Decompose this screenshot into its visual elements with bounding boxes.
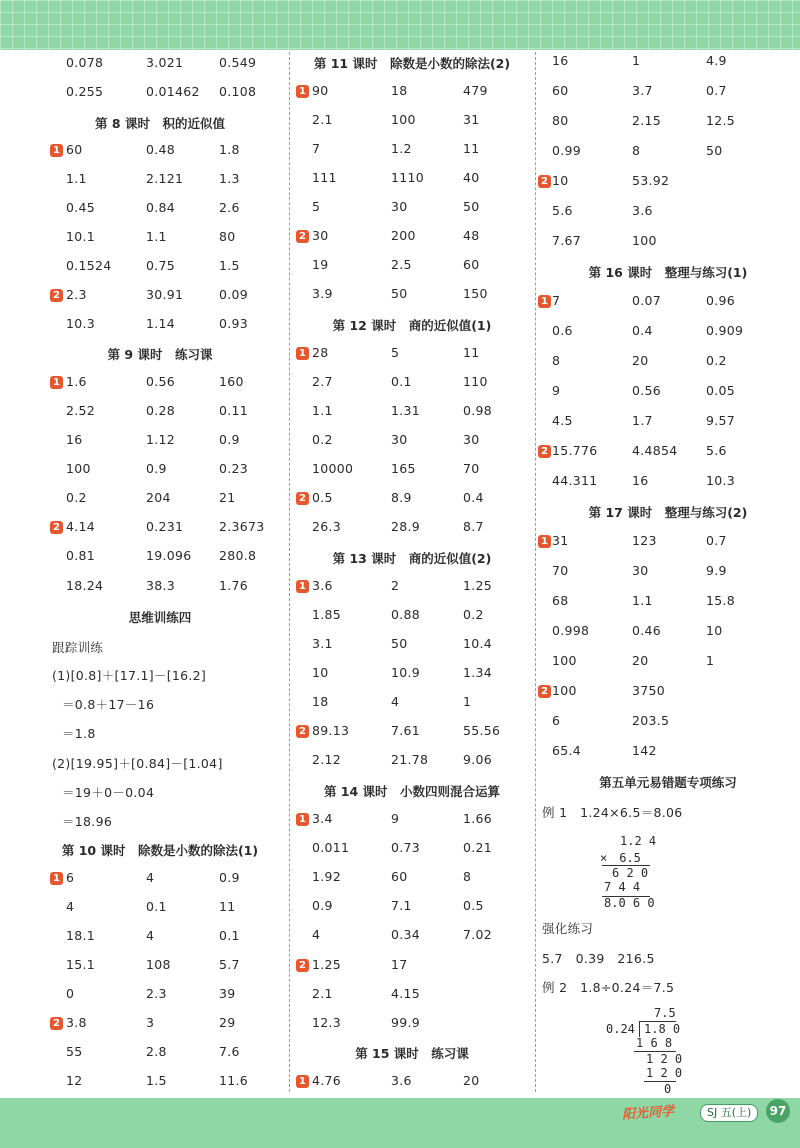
page-number: 97 (766, 1099, 790, 1123)
answer-value: 3.1 (312, 636, 333, 651)
answer-value: 0.011 (312, 840, 350, 855)
solution-line: (1)[0.8]＋[17.1]－[16.2] (52, 668, 207, 683)
answer-value: 50 (391, 286, 408, 301)
answer-value: 99.9 (391, 1015, 421, 1030)
answer-value: 0.6 (552, 323, 573, 338)
problem-1-marker-icon: 1 (538, 535, 551, 548)
answer-value: 1.31 (391, 403, 421, 418)
div-line: 1 2 0 (646, 1066, 683, 1080)
answer-value: 5.7 (219, 957, 240, 972)
answer-value: 204 (146, 490, 171, 505)
answer-value: 68 (552, 593, 569, 608)
answer-value: 4 (146, 928, 155, 943)
answer-value: 20 (632, 653, 649, 668)
answer-value: 479 (463, 83, 488, 98)
answer-value: 7 (552, 293, 561, 308)
answer-value: 2.6 (219, 200, 240, 215)
answer-value: 10.3 (706, 473, 736, 488)
brand-logo: 阳光同学 (621, 1104, 675, 1123)
answer-value: 1.85 (312, 607, 342, 622)
answer-value: 0.4 (632, 323, 653, 338)
answer-value: 0.81 (66, 548, 96, 563)
answer-value: 3.9 (312, 286, 333, 301)
answer-value: 2.52 (66, 403, 96, 418)
strengthen-practice-label: 强化练习 (542, 921, 594, 936)
example-1-line: 例 1 1.24×6.5＝8.06 (542, 805, 683, 820)
answer-value: 0.1 (219, 928, 240, 943)
answer-value: 10 (552, 173, 569, 188)
column-divider-2 (535, 52, 536, 1092)
answer-value: 3.7 (632, 83, 653, 98)
answer-value: 30 (312, 228, 329, 243)
answer-value: 165 (391, 461, 416, 476)
answer-value: 0.28 (146, 403, 176, 418)
answer-value: 39 (219, 986, 236, 1001)
answer-value: 9 (391, 811, 400, 826)
answer-value: 60 (463, 257, 480, 272)
answer-value: 50 (391, 636, 408, 651)
answer-value: 3.8 (66, 1015, 87, 1030)
answer-value: 1 (632, 53, 641, 68)
lesson-title: 第 8 课时 积的近似值 (95, 116, 225, 131)
answer-value: 1.1 (146, 229, 167, 244)
answer-value: 0.96 (706, 293, 736, 308)
answer-value: 0.45 (66, 200, 96, 215)
answer-value: 30 (391, 199, 408, 214)
answer-value: 1.25 (312, 957, 342, 972)
answer-value: 123 (632, 533, 657, 548)
answer-value: 0.231 (146, 519, 184, 534)
answer-value: 0.549 (219, 55, 257, 70)
answer-value: 3.6 (391, 1073, 412, 1088)
answer-value: 7.67 (552, 233, 582, 248)
answer-value: 0.98 (463, 403, 493, 418)
problem-2-marker-icon: 2 (538, 175, 551, 188)
problem-2-marker-icon: 2 (50, 1017, 63, 1030)
answer-value: 108 (146, 957, 171, 972)
answer-value: 18 (391, 83, 408, 98)
answer-value: 21.78 (391, 752, 429, 767)
answer-value: 5.6 (706, 443, 727, 458)
answer-value: 1.5 (219, 258, 240, 273)
answer-value: 6 (552, 713, 561, 728)
answer-value: 9 (552, 383, 561, 398)
answer-value: 3.4 (312, 811, 333, 826)
problem-2-marker-icon: 2 (296, 959, 309, 972)
answer-value: 7.61 (391, 723, 421, 738)
answer-value: 1.14 (146, 316, 176, 331)
lesson-title: 思维训练四 (128, 610, 192, 625)
lesson-title: 第 9 课时 练习课 (107, 347, 213, 362)
answer-value: 44.311 (552, 473, 598, 488)
answer-value: 4.9 (706, 53, 727, 68)
div-line: 0 (664, 1082, 672, 1096)
lesson-title: 第 11 课时 除数是小数的除法(2) (313, 56, 511, 71)
answer-value: 0.07 (632, 293, 662, 308)
answer-value: 18.24 (66, 578, 104, 593)
answer-value: 2 (391, 578, 400, 593)
answer-value: 0.5 (312, 490, 333, 505)
div-line: 0.24 (606, 1022, 635, 1036)
problem-1-marker-icon: 1 (538, 295, 551, 308)
bottom-footer-band (0, 1098, 800, 1148)
answer-value: 10 (706, 623, 723, 638)
answer-value: 15.8 (706, 593, 736, 608)
div-line: 1 6 8 (636, 1036, 673, 1050)
answer-value: 11 (463, 345, 480, 360)
answer-value: 19 (312, 257, 329, 272)
answer-value: 2.5 (391, 257, 412, 272)
div-line: 1 2 0 (646, 1052, 683, 1066)
answer-value: 200 (391, 228, 416, 243)
calc-rule (639, 1021, 640, 1037)
answer-value: 10.1 (66, 229, 96, 244)
answer-value: 100 (552, 683, 577, 698)
answer-value: 8 (463, 869, 472, 884)
answer-value: 8.9 (391, 490, 412, 505)
answer-value: 1.2 (391, 141, 412, 156)
answer-value: 0.9 (146, 461, 167, 476)
answer-value: 15.1 (66, 957, 96, 972)
answer-value: 4.15 (391, 986, 421, 1001)
section-subtitle: 跟踪训练 (52, 640, 104, 655)
answer-value: 16 (66, 432, 83, 447)
problem-1-marker-icon: 1 (296, 1075, 309, 1088)
div-line: 1.8 0 (644, 1022, 681, 1036)
problem-2-marker-icon: 2 (50, 521, 63, 534)
answer-value: 48 (463, 228, 480, 243)
answer-value: 0.255 (66, 84, 104, 99)
solution-line: (2)[19.95]＋[0.84]－[1.04] (52, 756, 223, 771)
answer-value: 0.1 (146, 899, 167, 914)
solution-line: ＝19＋0－0.04 (62, 785, 155, 800)
answer-value: 7 (312, 141, 321, 156)
answer-value: 80 (219, 229, 236, 244)
lesson-title: 第 17 课时 整理与练习(2) (588, 505, 748, 520)
answer-value: 90 (312, 83, 329, 98)
grade-tag: SJ 五(上) (700, 1104, 758, 1122)
example-2-line: 例 2 1.8÷0.24＝7.5 (542, 980, 675, 995)
answer-value: 2.1 (312, 986, 333, 1001)
mult-line: 1.2 4 (620, 834, 657, 848)
answer-value: 16 (632, 473, 649, 488)
answer-value: 8.7 (463, 519, 484, 534)
answer-value: 29 (219, 1015, 236, 1030)
answer-value: 3750 (632, 683, 666, 698)
answer-value: 110 (463, 374, 488, 389)
answer-value: 1.92 (312, 869, 342, 884)
problem-2-marker-icon: 2 (296, 725, 309, 738)
answer-value: 0.1524 (66, 258, 112, 273)
answer-value: 0.9 (312, 898, 333, 913)
answer-value: 38.3 (146, 578, 176, 593)
answer-value: 0.93 (219, 316, 249, 331)
answer-value: 10.3 (66, 316, 96, 331)
answer-value: 6 (66, 870, 75, 885)
answer-value: 5 (312, 199, 321, 214)
answer-value: 0.75 (146, 258, 176, 273)
answer-value: 9.06 (463, 752, 493, 767)
answer-value: 0.34 (391, 927, 421, 942)
answer-value: 1 (706, 653, 715, 668)
answer-value: 10.4 (463, 636, 493, 651)
answer-value: 55 (66, 1044, 83, 1059)
answer-value: 31 (463, 112, 480, 127)
answer-value: 5.6 (552, 203, 573, 218)
answer-value: 0.5 (463, 898, 484, 913)
problem-1-marker-icon: 1 (50, 144, 63, 157)
answer-value: 0.73 (391, 840, 421, 855)
answer-value: 2.1 (312, 112, 333, 127)
answer-value: 1.66 (463, 811, 493, 826)
lesson-title: 第 15 课时 练习课 (355, 1046, 469, 1061)
answer-value: 0.4 (463, 490, 484, 505)
answer-value: 7.1 (391, 898, 412, 913)
answer-value: 0.909 (706, 323, 744, 338)
problem-2-marker-icon: 2 (538, 685, 551, 698)
answer-value: 100 (632, 233, 657, 248)
strengthen-practice-answers: 5.7 0.39 216.5 (542, 951, 655, 966)
answer-value: 4 (66, 899, 75, 914)
answer-value: 12.3 (312, 1015, 342, 1030)
answer-value: 9.57 (706, 413, 736, 428)
answer-value: 26.3 (312, 519, 342, 534)
answer-value: 0.2 (312, 432, 333, 447)
answer-value: 20 (463, 1073, 480, 1088)
answer-value: 7.6 (219, 1044, 240, 1059)
answer-value: 1.6 (66, 374, 87, 389)
answer-value: 1110 (391, 170, 425, 185)
answer-value: 30 (463, 432, 480, 447)
problem-1-marker-icon: 1 (50, 376, 63, 389)
answer-value: 1.5 (146, 1073, 167, 1088)
answer-value: 4.4854 (632, 443, 678, 458)
mult-line: × 6.5 (600, 851, 641, 865)
problem-1-marker-icon: 1 (296, 580, 309, 593)
answer-value: 30 (632, 563, 649, 578)
answer-value: 0.2 (706, 353, 727, 368)
answer-value: 0.078 (66, 55, 104, 70)
answer-value: 1.1 (66, 171, 87, 186)
answer-value: 50 (463, 199, 480, 214)
answer-value: 65.4 (552, 743, 582, 758)
problem-1-marker-icon: 1 (50, 872, 63, 885)
answer-value: 9.9 (706, 563, 727, 578)
answer-value: 0.46 (632, 623, 662, 638)
answer-value: 0.56 (632, 383, 662, 398)
answer-value: 4 (312, 927, 321, 942)
answer-value: 0.23 (219, 461, 249, 476)
answer-value: 1.8 (219, 142, 240, 157)
answer-value: 0.21 (463, 840, 493, 855)
answer-value: 100 (552, 653, 577, 668)
answer-value: 1.34 (463, 665, 493, 680)
answer-value: 1.12 (146, 432, 176, 447)
answer-value: 50 (706, 143, 723, 158)
top-header-band (0, 0, 800, 50)
answer-value: 28 (312, 345, 329, 360)
div-line: 7.5 (654, 1006, 676, 1020)
answer-value: 28.9 (391, 519, 421, 534)
answer-value: 53.92 (632, 173, 670, 188)
answer-value: 0.99 (552, 143, 582, 158)
answer-value: 21 (219, 490, 236, 505)
answer-value: 1.1 (632, 593, 653, 608)
problem-1-marker-icon: 1 (296, 813, 309, 826)
answer-value: 17 (391, 957, 408, 972)
solution-line: ＝0.8＋17－16 (62, 697, 155, 712)
answer-value: 4 (391, 694, 400, 709)
answer-value: 2.7 (312, 374, 333, 389)
solution-line: ＝1.8 (62, 726, 96, 741)
answer-value: 3.021 (146, 55, 184, 70)
answer-value: 31 (552, 533, 569, 548)
answer-value: 0.7 (706, 533, 727, 548)
answer-value: 1 (463, 694, 472, 709)
answer-value: 2.121 (146, 171, 184, 186)
answer-value: 100 (66, 461, 91, 476)
answer-value: 0 (66, 986, 75, 1001)
answer-value: 89.13 (312, 723, 350, 738)
answer-value: 0.56 (146, 374, 176, 389)
answer-value: 30.91 (146, 287, 184, 302)
answer-value: 2.3673 (219, 519, 265, 534)
answer-value: 0.05 (706, 383, 736, 398)
answer-value: 0.9 (219, 870, 240, 885)
lesson-title: 第 12 课时 商的近似值(1) (332, 318, 492, 333)
answer-value: 60 (391, 869, 408, 884)
answer-value: 0.11 (219, 403, 249, 418)
answer-value: 30 (391, 432, 408, 447)
answer-value: 142 (632, 743, 657, 758)
answer-value: 3 (146, 1015, 155, 1030)
answer-value: 80 (552, 113, 569, 128)
answer-value: 1.1 (312, 403, 333, 418)
answer-value: 12.5 (706, 113, 736, 128)
answer-value: 4.5 (552, 413, 573, 428)
answer-value: 12 (66, 1073, 83, 1088)
answer-value: 4 (146, 870, 155, 885)
answer-value: 70 (463, 461, 480, 476)
mult-line: 8.0 6 0 (604, 896, 655, 910)
lesson-title: 第 10 课时 除数是小数的除法(1) (61, 843, 259, 858)
problem-1-marker-icon: 1 (296, 347, 309, 360)
answer-value: 70 (552, 563, 569, 578)
answer-value: 16 (552, 53, 569, 68)
answer-value: 18 (312, 694, 329, 709)
answer-value: 0.88 (391, 607, 421, 622)
answer-value: 60 (552, 83, 569, 98)
answer-value: 7.02 (463, 927, 493, 942)
answer-value: 10 (312, 665, 329, 680)
answer-value: 160 (219, 374, 244, 389)
answer-value: 0.108 (219, 84, 257, 99)
answer-value: 3.6 (632, 203, 653, 218)
answer-value: 3.6 (312, 578, 333, 593)
problem-2-marker-icon: 2 (296, 230, 309, 243)
answer-value: 40 (463, 170, 480, 185)
problem-2-marker-icon: 2 (50, 289, 63, 302)
answer-value: 5 (391, 345, 400, 360)
lesson-title: 第五单元易错题专项练习 (599, 775, 737, 790)
answer-value: 0.84 (146, 200, 176, 215)
answer-value: 60 (66, 142, 83, 157)
answer-value: 2.3 (146, 986, 167, 1001)
answer-value: 4.14 (66, 519, 96, 534)
answer-value: 55.56 (463, 723, 501, 738)
answer-value: 1.25 (463, 578, 493, 593)
answer-value: 1.7 (632, 413, 653, 428)
answer-value: 2.15 (632, 113, 662, 128)
lesson-title: 第 13 课时 商的近似值(2) (332, 551, 492, 566)
answer-value: 0.2 (66, 490, 87, 505)
answer-value: 2.12 (312, 752, 342, 767)
answer-value: 2.3 (66, 287, 87, 302)
answer-value: 4.76 (312, 1073, 342, 1088)
answer-value: 1.76 (219, 578, 249, 593)
answer-value: 0.7 (706, 83, 727, 98)
answer-value: 0.09 (219, 287, 249, 302)
answer-value: 15.776 (552, 443, 598, 458)
problem-2-marker-icon: 2 (538, 445, 551, 458)
lesson-title: 第 16 课时 整理与练习(1) (588, 265, 748, 280)
solution-line: ＝18.96 (62, 814, 113, 829)
answer-value: 11 (463, 141, 480, 156)
answer-value: 11.6 (219, 1073, 249, 1088)
answer-value: 0.01462 (146, 84, 200, 99)
answer-value: 0.998 (552, 623, 590, 638)
answer-value: 280.8 (219, 548, 257, 563)
answer-value: 111 (312, 170, 337, 185)
answer-value: 100 (391, 112, 416, 127)
answer-value: 18.1 (66, 928, 96, 943)
answer-value: 8 (632, 143, 641, 158)
answer-value: 11 (219, 899, 236, 914)
answer-value: 10.9 (391, 665, 421, 680)
answer-value: 150 (463, 286, 488, 301)
answer-value: 0.2 (463, 607, 484, 622)
column-divider-1 (289, 52, 290, 1092)
answer-value: 8 (552, 353, 561, 368)
lesson-title: 第 14 课时 小数四则混合运算 (323, 784, 501, 799)
answer-value: 20 (632, 353, 649, 368)
mult-line: 7 4 4 (604, 880, 641, 894)
answer-value: 1.3 (219, 171, 240, 186)
problem-1-marker-icon: 1 (296, 85, 309, 98)
answer-value: 19.096 (146, 548, 192, 563)
problem-2-marker-icon: 2 (296, 492, 309, 505)
answer-value: 0.9 (219, 432, 240, 447)
answer-value: 2.8 (146, 1044, 167, 1059)
answer-value: 0.1 (391, 374, 412, 389)
answer-value: 0.48 (146, 142, 176, 157)
answer-value: 10000 (312, 461, 354, 476)
mult-line: 6 2 0 (612, 866, 649, 880)
answer-value: 203.5 (632, 713, 670, 728)
